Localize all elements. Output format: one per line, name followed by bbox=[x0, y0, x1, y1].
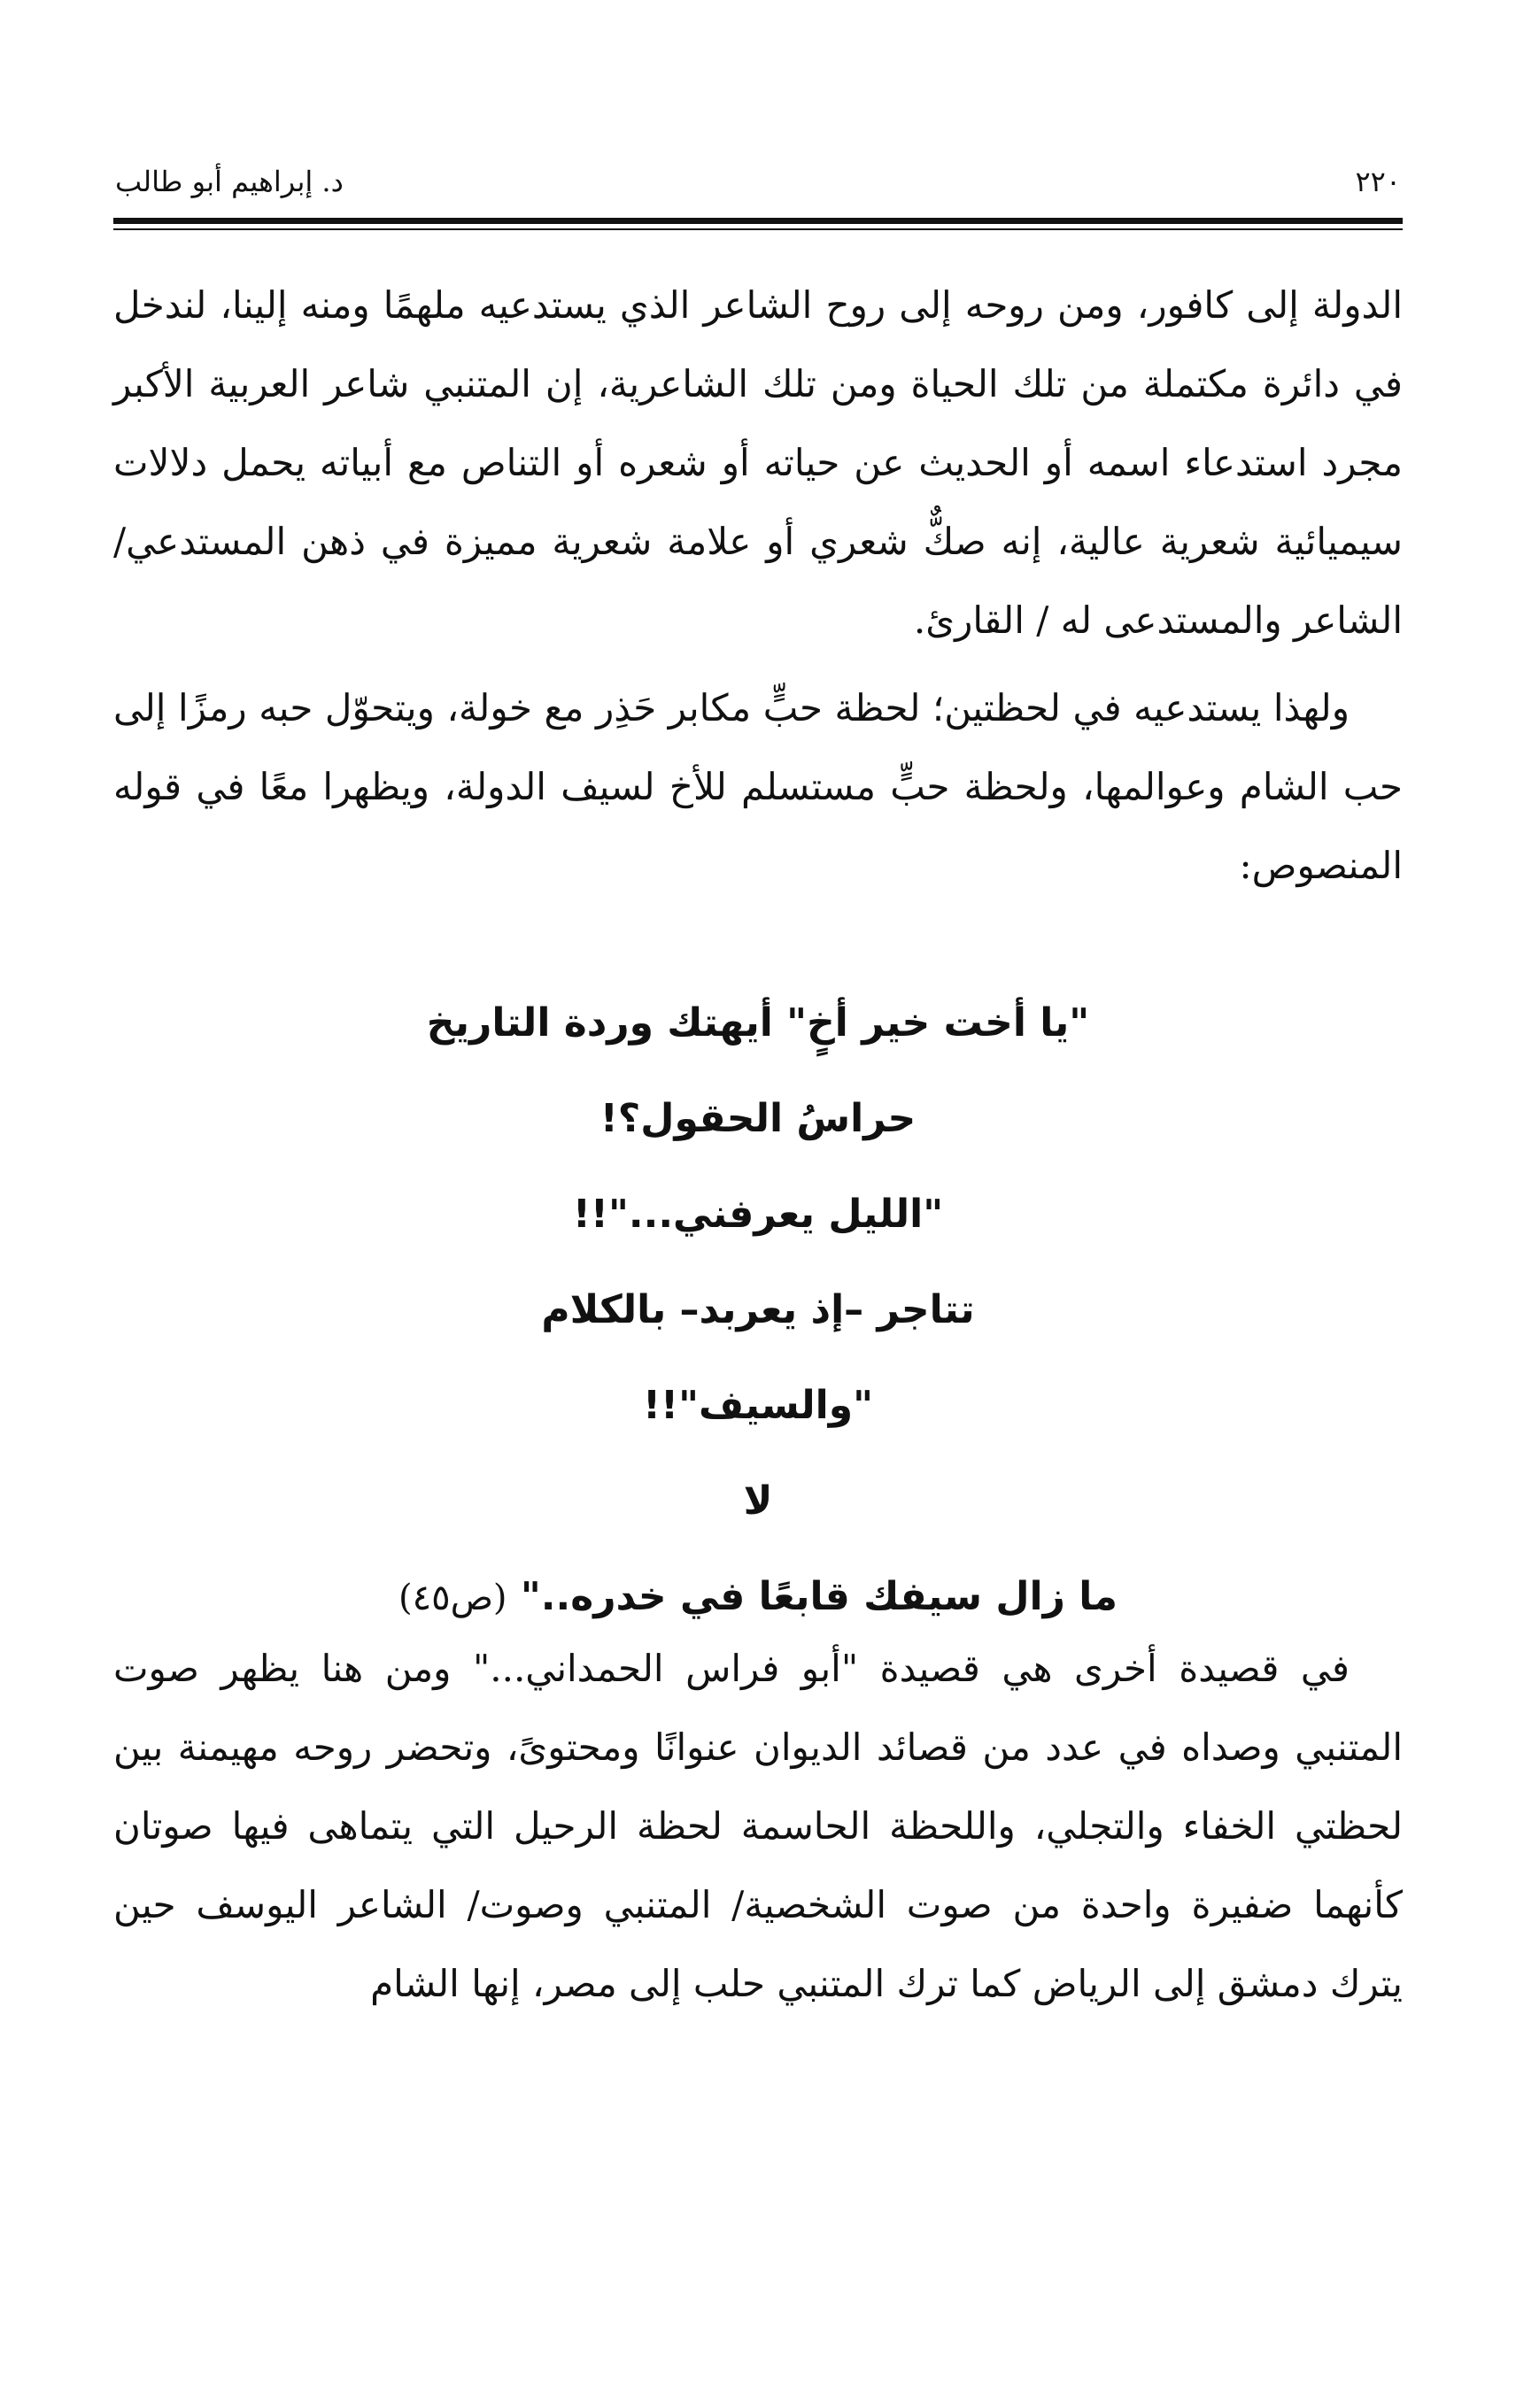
poem-line: "والسيف"!! bbox=[642, 1383, 874, 1428]
page-citation: (ص٤٥) bbox=[398, 1578, 507, 1618]
poem-line: "الليل يعرفني..."!! bbox=[572, 1192, 944, 1237]
body-text-bottom bbox=[113, 1629, 1403, 2023]
page-number: ٢٢٠ bbox=[1355, 165, 1401, 198]
paragraph: في قصيدة أخرى هي قصيدة "أبو فراس الحمداني..." ومن هنا يظهر صوت المتنبي وصداه في عدد من قصائد الديوان عنوانًا ومحتوىً، وتحضر روحه مهيمنة بين لحظتي الخفاء والتجلي، واللحظة الحاسمة لحظة الرحيل التي يتماهى فيها صوتان كأنهما ضفيرة واحدة من صوت الشخصية/ المتنبي وصوت/ الشاعر اليوسف حين يترك دمشق إلى الرياض كما ترك المتنبي حلب إلى مصر، إنها الشام bbox=[113, 1647, 1403, 2005]
poem-line: حراسُ الحقول؟! bbox=[599, 1096, 917, 1141]
paragraph: ولهذا يستدعيه في لحظتين؛ لحظة حبٍّ مكابر حَذِر مع خولة، ويتحوّل حبه رمزًا إلى حب الشام وعوالمها، ولحظة حبٍّ مستسلم للأخ لسيف الدولة، ويظهرا معًا في قوله المنصوص: bbox=[113, 686, 1403, 887]
author-name: د. إبراهيم أبو طالب bbox=[115, 165, 344, 198]
poem-line: لا bbox=[743, 1478, 773, 1524]
header-rule-thin bbox=[113, 228, 1403, 230]
poem-quote bbox=[113, 976, 1403, 1645]
body-text-top bbox=[113, 266, 1403, 905]
running-header bbox=[115, 155, 1401, 208]
header-rule-thick bbox=[113, 218, 1403, 224]
poem-line: "يا أخت خير أخٍ" أيهتك وردة التاريخ bbox=[426, 1000, 1090, 1046]
poem-line: تتاجر –إذ يعربد– بالكلام bbox=[541, 1287, 975, 1332]
paragraph: الدولة إلى كافور، ومن روحه إلى روح الشاعر الذي يستدعيه ملهمًا ومنه إلينا، لندخل في دائرة مكتملة من تلك الحياة ومن تلك الشاعرية، إن المتنبي شاعر العربية الأكبر مجرد استدعاء اسمه أو الحديث عن حياته أو شعره أو التناص مع أبياته يحمل دلالات سيميائية شعرية عالية، إنه صكٌّ شعري أو علامة شعرية مميزة في ذهن المستدعي/ الشاعر والمستدعى له / القارئ. bbox=[113, 283, 1403, 642]
poem-line: ما زال سيفك قابعًا في خدره.." bbox=[520, 1574, 1118, 1619]
